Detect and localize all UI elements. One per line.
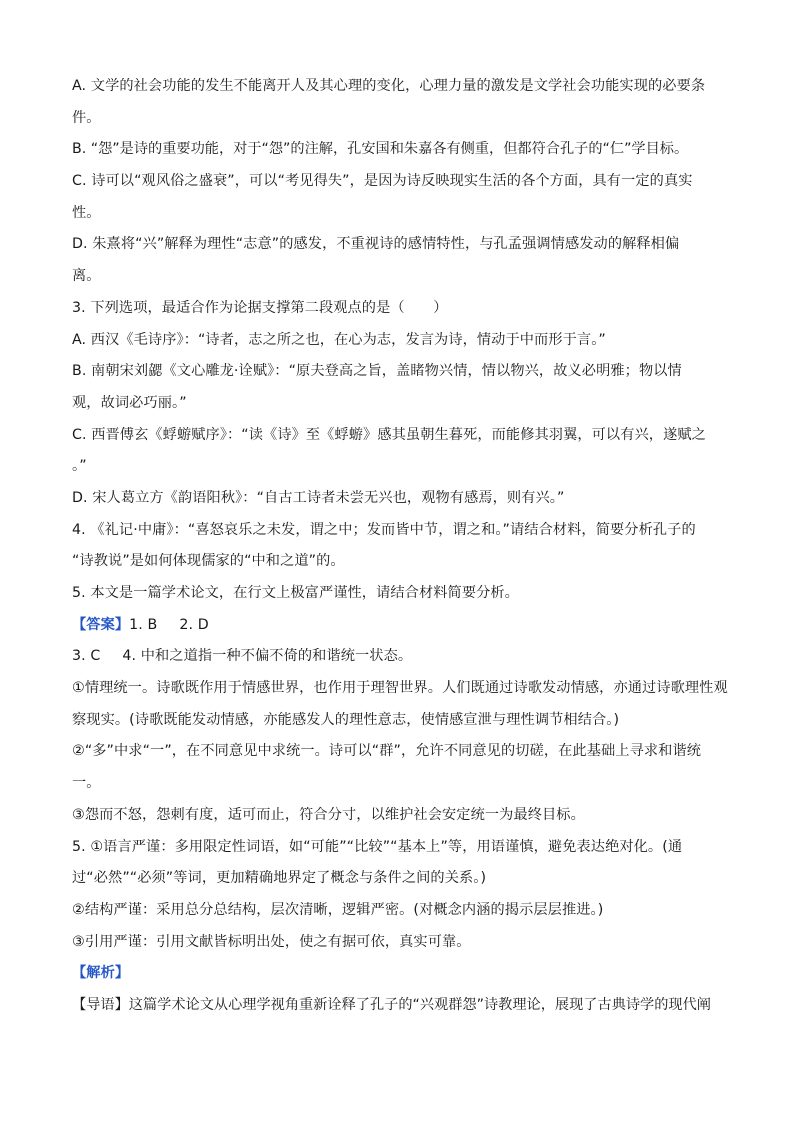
answer-4-point-2-line-1: ②“多”中求“一”，在不同意见中求统一。诗可以“群”，允许不同意见的切磋，在此基础上寻求和谐统 [72,743,702,760]
option-c-line-1: C. 诗可以“观风俗之盛衰”，可以“考见得失”，是因为诗反映现实生活的各个方面，具有一定的真实 [72,173,693,190]
guide-label: 【导语】 [72,996,129,1013]
question-3-option-c-line-2: 。” [72,458,87,475]
question-3-stem: 3. 下列选项，最适合作为论据支撑第二段观点的是（ ） [72,299,448,316]
answer-5-point-2: ②结构严谨：采用总分总结构，层次清晰，逻辑严密。(对概念内涵的揭示层层推进。) [72,901,604,918]
question-4-line-1: 4. 《礼记·中庸》：“喜怒哀乐之未发，谓之中；发而皆中节，谓之和。”请结合材料，简要分析孔子的 [72,521,696,538]
answer-header [72,613,724,637]
question-3-option-b-line-2: 观，故词必巧丽。” [72,394,187,411]
analysis-label: 【解析】 [72,965,130,982]
option-b-line-1: B. “怨”是诗的重要功能，对于“怨”的注解，孔安国和朱嘉各有侧重，但都符合孔子的“仁”学目标。 [72,141,689,158]
answer-4-point-3: ③怨而不怒，怨刺有度，适可而止，符合分寸，以维护社会安定统一为最终目标。 [72,806,585,823]
answer-4-point-2-line-2: 一。 [72,775,101,792]
question-4-line-2: “诗教说”是如何体现儒家的“中和之道”的。 [72,553,345,570]
question-3-option-d: D. 宋人葛立方《韵语阳秋》：“自古工诗者未尝无兴也，观物有感焉，则有兴。” [72,489,565,506]
answer-4: 4. 中和之道指一种不偏不倚的和谐统一状态。 [122,648,413,665]
answer-3-4-line [72,644,724,668]
document-page [72,74,728,1025]
option-a-line-1: A. 文学的社会功能的发生不能离开人及其心理的变化，心理力量的激发是文学社会功能实现的必要条 [72,78,706,94]
option-c-line-2: 性。 [72,204,101,221]
answer-5-line-1: 5. ①语言严谨：多用限定性词语，如“可能”“比较”“基本上”等，用语谨慎，避免表达绝对化。(通 [72,838,683,855]
option-d-line-1: D. 朱熹将“兴”解释为理性“志意”的感发，不重视诗的感情特性，与孔孟强调情感发动的解释相偏 [72,236,680,253]
answer-4-point-1-line-1: ①情理统一。诗歌既作用于情感世界，也作用于理智世界。人们既通过诗歌发动情感，亦通过诗歌理性观 [72,680,728,697]
answer-5-point-3: ③引用严谨：引用文献皆标明出处，使之有据可依，真实可靠。 [72,933,471,950]
answer-4-point-1-line-2: 察现实。(诗歌既能发动情感，亦能感发人的理性意志，使情感宣泄与理性调节相结合。) [72,711,620,728]
guide-text: 这篇学术论文从心理学视角重新诠释了孔子的“兴观群怨”诗教理论，展现了古典诗学的现代阐 [128,996,711,1013]
option-a-line-2: 件。 [72,109,101,126]
question-3-option-c-line-1: C. 西晋傅玄《蜉蝣赋序》：“读《诗》至《蜉蝣》感其虽朝生暮死，而能修其羽翼，可以有兴，遂赋之 [72,426,706,443]
answer-label: 【答案】 [72,616,130,633]
question-3-option-a: A. 西汉《毛诗序》：“诗者，志之所之也，在心为志，发言为诗，情动于中而形于言。” [72,331,606,348]
analysis-header [72,961,724,985]
answer-2: 2. D [179,616,209,633]
question-5-line-1: 5. 本文是一篇学术论文，在行文上极富严谨性，请结合材料简要分析。 [72,585,519,601]
answer-3: 3. C [72,648,101,665]
question-3-option-b-line-1: B. 南朝宋刘勰《文心雕龙·诠赋》：“原夫登高之旨，盖睹物兴情，情以物兴，故义必明雅；物以情 [72,363,682,380]
answer-5-line-2: 过“必然”“必须”等词，更加精确地界定了概念与条件之间的关系。) [72,870,487,887]
option-d-line-2: 离。 [72,268,101,285]
answer-1: 1. B [129,616,158,633]
analysis-guide-line [72,993,724,1017]
